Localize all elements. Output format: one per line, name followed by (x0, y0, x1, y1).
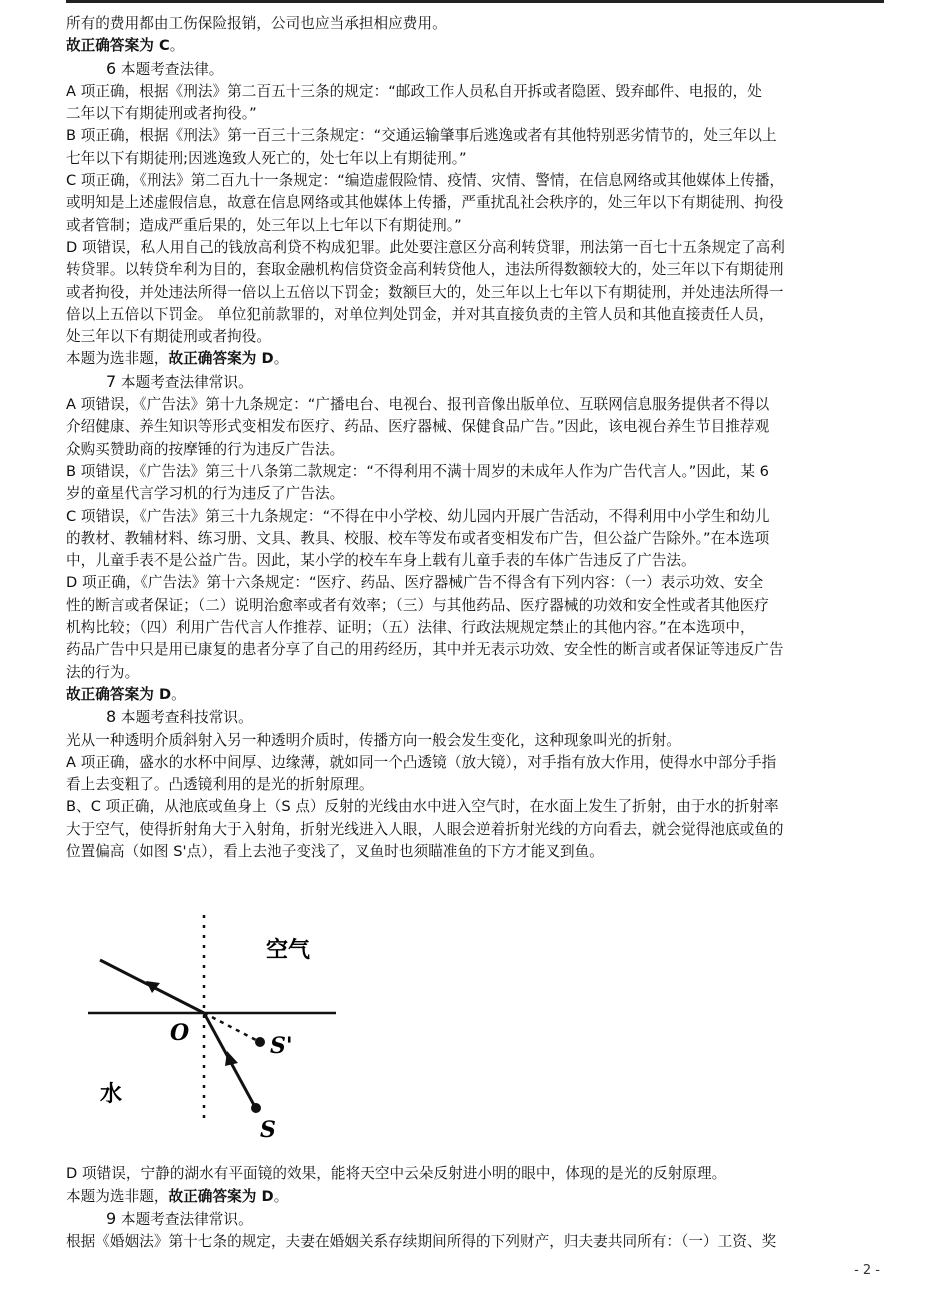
line-text: D 项错误，宁静的湖水有平面镜的效果，能将天空中云朵反射进小明的眼中，体现的是光的反射原理。 (66, 1165, 727, 1183)
text-line (66, 237, 886, 259)
point-s (251, 1103, 261, 1113)
text-line (66, 662, 886, 684)
question-number: 9 (106, 1208, 117, 1228)
text-line (66, 506, 886, 528)
text-line (66, 1163, 886, 1185)
text-line (66, 81, 886, 103)
line-text: B、C 项正确，从池底或鱼身上（S 点）反射的光线由水中进入空气时，在水面上发生了折射，由于水的折射率 (66, 798, 779, 816)
line-text: A 项正确，根据《刑法》第二百五十三条的规定：“邮政工作人员私自开拆或者隐匿、毁弃邮件、电报的，处 (66, 82, 762, 100)
line-text: 的教材、教辅材料、练习册、文具、教具、校服、校车等发布或者变相发布广告，但公益广告除外。”在本选项 (66, 529, 770, 547)
text-line (66, 348, 886, 370)
text-line (66, 483, 886, 505)
text-line (66, 730, 886, 752)
line-text: A 项错误，《广告法》第十九条规定：“广播电台、电视台、报刊音像出版单位、互联网信息服务提供者不得以 (66, 396, 770, 414)
text-line (66, 13, 886, 35)
refracted-ray-arrow (146, 981, 160, 993)
line-text: 本题考查法律常识。 (116, 373, 253, 391)
text-line (66, 192, 886, 214)
text-line (66, 595, 886, 617)
line-suffix: 。 (169, 37, 185, 55)
text-line (66, 550, 886, 572)
text-line (66, 215, 886, 237)
line-suffix: 。 (273, 350, 289, 368)
line-text: A 项正确，盛水的水杯中间厚、边缘薄，就如同一个凸透镜（放大镜），对手指有放大作用，使得水中部分手指 (66, 753, 777, 771)
line-text: 二年以下有期徒刑或者拘役。” (66, 105, 257, 123)
line-text: 或明知是上述虚假信息，故意在信息网络或其他媒体上传播，严重扰乱社会秩序的，处三年以下有期徒刑、拘役 (66, 194, 784, 212)
text-line (66, 282, 886, 304)
question-number: 7 (106, 371, 117, 391)
answer-text: 故正确答案为 C (66, 37, 170, 55)
question-number: 8 (106, 707, 117, 727)
line-text: 众购买赞助商的按摩锤的行为违反广告法。 (66, 440, 345, 458)
line-text: D 项错误，私人用自己的钱放高利贷不构成犯罪。此处要注意区分高利转贷罪，刑法第一百七十五条规定了高利 (66, 238, 785, 256)
text-line (66, 394, 886, 416)
line-text: 倍以上五倍以下罚金。 单位犯前款罪的，对单位判处罚金，并对其直接负责的主管人员和其他直接责任人员， (66, 305, 774, 323)
label-water: 水 (100, 1082, 123, 1108)
text-line (66, 528, 886, 550)
line-text: 大于空气，使得折射角大于入射角，折射光线进入人眼，人眼会逆着折射光线的方向看去，就会觉得池底或鱼的 (66, 820, 784, 838)
text-line (66, 796, 886, 818)
line-text: 性的断言或者保证；（二）说明治愈率或者有效率；（三）与其他药品、医疗器械的功效和安全性或者其他医疗 (66, 596, 769, 614)
text-line (66, 774, 886, 796)
line-text: 本题为选非题， (66, 1187, 169, 1205)
text-line (66, 304, 886, 326)
line-text: 或者管制；造成严重后果的，处三年以上七年以下有期徒刑。” (66, 216, 462, 234)
line-text: 机构比较；（四）利用广告代言人作推荐、证明；（五）法律、行政法规规定禁止的其他内容。”在本选项中， (66, 619, 755, 637)
line-text: 七年以下有期徒刑;因逃逸致人死亡的，处七年以上有期徒刑。” (66, 149, 467, 167)
text-line (66, 170, 886, 192)
text-line (66, 752, 886, 774)
text-line (66, 125, 886, 147)
text-line (66, 259, 886, 281)
text-line (66, 684, 886, 706)
question-heading (66, 706, 886, 729)
line-text: 药品广告中只是用已康复的患者分享了自己的用药经历，其中并无表示功效、安全性的断言或者保证等违反广告 (66, 641, 784, 659)
line-text: 本题考查科技常识。 (116, 709, 253, 727)
line-text: 处三年以下有期徒刑或者拘役。 (66, 328, 272, 346)
line-text: 中，儿童手表不是公益广告。因此，某小学的校车车身上载有儿童手表的车体广告违反了广告法。 (66, 552, 696, 570)
line-text: 根据《婚姻法》第十七条的规定，夫妻在婚姻关系存续期间所得的下列财产，归夫妻共同所有：（一）工资、奖 (66, 1233, 777, 1251)
text-line (66, 841, 886, 863)
line-text: 本题为选非题， (66, 350, 169, 368)
line-text: 或者拘役，并处违法所得一倍以上五倍以下罚金；数额巨大的，处三年以上七年以下有期徒刑，并处违法所得一 (66, 283, 784, 301)
question-heading (66, 371, 886, 394)
text-line (66, 35, 886, 57)
text-block-upper (66, 13, 886, 863)
answer-text: 故正确答案为 D (168, 1187, 274, 1205)
line-text: B 项错误，《广告法》第三十八条第二款规定：“不得利用不满十周岁的未成年人作为广告代言人。”因此，某 6 (66, 462, 770, 480)
text-line (66, 439, 886, 461)
line-text: 岁的童星代言学习机的行为违反了广告法。 (66, 485, 345, 503)
line-text: D 项正确，《广告法》第十六条规定：“医疗、药品、医疗器械广告不得含有下列内容：（一）表示功效、安全 (66, 574, 764, 592)
line-suffix: 。 (273, 1187, 289, 1205)
question-heading (66, 1208, 886, 1231)
text-line (66, 572, 886, 594)
label-s-prime: S' (270, 1033, 293, 1060)
label-s: S (260, 1117, 276, 1144)
text-line (66, 148, 886, 170)
line-text: 本题考查法律常识。 (116, 1210, 253, 1228)
question-heading (66, 58, 886, 81)
text-line (66, 416, 886, 438)
incident-ray-arrow (225, 1051, 238, 1066)
point-s-prime (255, 1037, 265, 1047)
text-line (66, 326, 886, 348)
refraction-figure (66, 863, 886, 1163)
answer-text: 故正确答案为 D (66, 685, 172, 703)
page-number: - 2 - (854, 1263, 880, 1278)
answer-text: 故正确答案为 D (168, 350, 274, 368)
line-text: 光从一种透明介质斜射入另一种透明介质时，传播方向一般会发生变化，这种现象叫光的折射。 (66, 731, 682, 749)
line-text: 介绍健康、养生知识等形式变相发布医疗、药品、医疗器械、保健食品广告。”因此，该电视台养生节目推荐观 (66, 418, 770, 436)
text-line (66, 461, 886, 483)
text-line (66, 617, 886, 639)
text-line (66, 1231, 886, 1253)
label-o: O (170, 1020, 190, 1047)
line-text: 所有的费用都由工伤保险报销，公司也应当承担相应费用。 (66, 15, 447, 32)
line-text: 法的行为。 (66, 663, 140, 681)
label-air: 空气 (266, 938, 311, 964)
refraction-diagram (86, 915, 346, 1155)
line-suffix: 。 (171, 685, 186, 703)
line-text: 看上去变粗了。凸透镜利用的是光的折射原理。 (66, 776, 374, 794)
document-body (66, 13, 886, 1253)
line-text: C 项错误，《广告法》第三十九条规定：“不得在中小学校、幼儿园内开展广告活动，不得利用中小学生和幼儿 (66, 507, 770, 525)
question-number: 6 (106, 58, 117, 78)
text-line (66, 1186, 886, 1208)
line-text: 转贷罪。以转贷牟利为目的，套取金融机构信贷资金高利转贷他人，违法所得数额较大的，处三年以下有期徒刑 (66, 261, 784, 279)
line-text: 本题考查法律。 (116, 60, 224, 78)
top-rule (66, 0, 884, 3)
text-line (66, 103, 886, 125)
line-text: 位置偏高（如图 S'点），看上去池子变浅了，叉鱼时也须瞄准鱼的下方才能叉到鱼。 (66, 842, 604, 860)
text-line (66, 639, 886, 661)
line-text: C 项正确，《刑法》第二百九十一条规定：“编造虚假险情、疫情、灾情、警情，在信息网络或其他媒体上传播， (66, 172, 785, 190)
text-block-lower (66, 1163, 886, 1253)
text-line (66, 819, 886, 841)
line-text: B 项正确，根据《刑法》第一百三十三条规定：“交通运输肇事后逃逸或者有其他特别恶劣情节的，处三年以上 (66, 127, 777, 145)
